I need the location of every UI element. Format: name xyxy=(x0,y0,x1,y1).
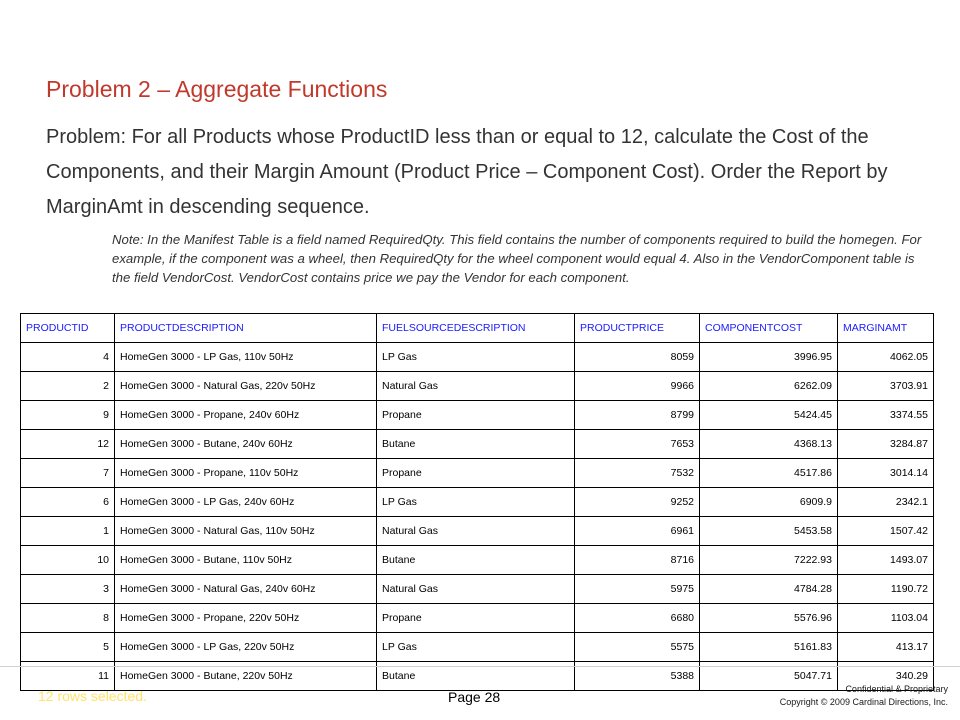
cell-fuelsourcedescription: Butane xyxy=(377,662,575,691)
cell-componentcost: 5453.58 xyxy=(700,517,838,546)
cell-productprice: 9966 xyxy=(575,372,700,401)
cell-componentcost: 6262.09 xyxy=(700,372,838,401)
table-row xyxy=(21,575,934,604)
cell-fuelsourcedescription: LP Gas xyxy=(377,343,575,372)
cell-fuelsourcedescription: Natural Gas xyxy=(377,575,575,604)
confidential-text: Confidential & Proprietary xyxy=(845,684,948,694)
cell-fuelsourcedescription: Propane xyxy=(377,604,575,633)
cell-fuelsourcedescription: Propane xyxy=(377,401,575,430)
results-table xyxy=(20,313,934,691)
cell-fuelsourcedescription: LP Gas xyxy=(377,633,575,662)
cell-fuelsourcedescription: Butane xyxy=(377,430,575,459)
slide-title: Problem 2 – Aggregate Functions xyxy=(46,76,388,102)
cell-productprice: 7532 xyxy=(575,459,700,488)
cell-componentcost: 3996.95 xyxy=(700,343,838,372)
header-productid: PRODUCTID xyxy=(21,314,115,343)
cell-productprice: 8716 xyxy=(575,546,700,575)
cell-componentcost: 4517.86 xyxy=(700,459,838,488)
header-marginamt: MARGINAMT xyxy=(838,314,934,343)
table-row xyxy=(21,401,934,430)
cell-componentcost: 7222.93 xyxy=(700,546,838,575)
cell-marginamt: 1190.72 xyxy=(838,575,934,604)
page-number: Page 28 xyxy=(448,689,501,705)
cell-productid: 10 xyxy=(21,546,115,575)
cell-productdescription: HomeGen 3000 - LP Gas, 110v 50Hz xyxy=(115,343,377,372)
cell-productdescription: HomeGen 3000 - Natural Gas, 220v 50Hz xyxy=(115,372,377,401)
header-productdescription: PRODUCTDESCRIPTION xyxy=(115,314,377,343)
problem-statement: Problem: For all Products whose ProductID less than or equal to 12, calculate the Cost of the Components, and their Margin Amount (Product Price – Component Cost). Order the Report by MarginAmt in descending sequence. xyxy=(46,126,888,218)
cell-fuelsourcedescription: Propane xyxy=(377,459,575,488)
cell-productdescription: HomeGen 3000 - Butane, 110v 50Hz xyxy=(115,546,377,575)
cell-productprice: 6680 xyxy=(575,604,700,633)
results-table-container xyxy=(20,313,934,691)
cell-productdescription: HomeGen 3000 - Propane, 240v 60Hz xyxy=(115,401,377,430)
cell-marginamt: 2342.1 xyxy=(838,488,934,517)
cell-marginamt: 3014.14 xyxy=(838,459,934,488)
cell-productdescription: HomeGen 3000 - Butane, 220v 50Hz xyxy=(115,662,377,691)
table-row xyxy=(21,343,934,372)
footer-divider xyxy=(0,666,960,667)
cell-productdescription: HomeGen 3000 - Natural Gas, 110v 50Hz xyxy=(115,517,377,546)
cell-productprice: 9252 xyxy=(575,488,700,517)
table-header-row xyxy=(21,314,934,343)
cell-componentcost: 5424.45 xyxy=(700,401,838,430)
cell-productdescription: HomeGen 3000 - Propane, 220v 50Hz xyxy=(115,604,377,633)
cell-productid: 3 xyxy=(21,575,115,604)
header-productprice: PRODUCTPRICE xyxy=(575,314,700,343)
table-row xyxy=(21,372,934,401)
cell-marginamt: 340.29 xyxy=(838,662,934,691)
cell-marginamt: 1493.07 xyxy=(838,546,934,575)
table-row xyxy=(21,488,934,517)
cell-productid: 5 xyxy=(21,633,115,662)
table-row xyxy=(21,633,934,662)
copyright-text: Copyright © 2009 Cardinal Directions, Inc. xyxy=(779,697,948,707)
cell-componentcost: 4368.13 xyxy=(700,430,838,459)
table-row xyxy=(21,430,934,459)
cell-fuelsourcedescription: Natural Gas xyxy=(377,372,575,401)
cell-productid: 9 xyxy=(21,401,115,430)
cell-productid: 11 xyxy=(21,662,115,691)
cell-marginamt: 3374.55 xyxy=(838,401,934,430)
cell-productid: 6 xyxy=(21,488,115,517)
cell-marginamt: 1103.04 xyxy=(838,604,934,633)
cell-productdescription: HomeGen 3000 - LP Gas, 240v 60Hz xyxy=(115,488,377,517)
cell-componentcost: 5047.71 xyxy=(700,662,838,691)
header-componentcost: COMPONENTCOST xyxy=(700,314,838,343)
cell-componentcost: 5161.83 xyxy=(700,633,838,662)
cell-fuelsourcedescription: LP Gas xyxy=(377,488,575,517)
table-row xyxy=(21,517,934,546)
cell-marginamt: 4062.05 xyxy=(838,343,934,372)
cell-productid: 2 xyxy=(21,372,115,401)
cell-productprice: 7653 xyxy=(575,430,700,459)
table-body xyxy=(21,343,934,691)
cell-marginamt: 3284.87 xyxy=(838,430,934,459)
table-row xyxy=(21,546,934,575)
cell-marginamt: 3703.91 xyxy=(838,372,934,401)
table-row xyxy=(21,459,934,488)
cell-productid: 4 xyxy=(21,343,115,372)
cell-marginamt: 1507.42 xyxy=(838,517,934,546)
cell-productid: 12 xyxy=(21,430,115,459)
note-text: Note: In the Manifest Table is a field named RequiredQty. This field contains the number of components required to build the homegen. For example, if the component was a wheel, then RequiredQty for the wheel component would equal 4. Also in the VendorComponent table is the field VendorCost. VendorCost contains price we pay the Vendor for each component. xyxy=(112,232,922,285)
cell-productid: 7 xyxy=(21,459,115,488)
cell-fuelsourcedescription: Butane xyxy=(377,546,575,575)
cell-productprice: 8799 xyxy=(575,401,700,430)
cell-productdescription: HomeGen 3000 - Butane, 240v 60Hz xyxy=(115,430,377,459)
cell-productprice: 5975 xyxy=(575,575,700,604)
cell-productid: 1 xyxy=(21,517,115,546)
cell-productid: 8 xyxy=(21,604,115,633)
table-row xyxy=(21,604,934,633)
cell-productprice: 8059 xyxy=(575,343,700,372)
cell-componentcost: 6909.9 xyxy=(700,488,838,517)
cell-componentcost: 4784.28 xyxy=(700,575,838,604)
cell-productdescription: HomeGen 3000 - LP Gas, 220v 50Hz xyxy=(115,633,377,662)
cell-fuelsourcedescription: Natural Gas xyxy=(377,517,575,546)
cell-productprice: 5388 xyxy=(575,662,700,691)
footer-legal xyxy=(780,683,948,709)
cell-productdescription: HomeGen 3000 - Propane, 110v 50Hz xyxy=(115,459,377,488)
cell-productprice: 5575 xyxy=(575,633,700,662)
cell-marginamt: 413.17 xyxy=(838,633,934,662)
header-fuelsourcedescription: FUELSOURCEDESCRIPTION xyxy=(377,314,575,343)
cell-productdescription: HomeGen 3000 - Natural Gas, 240v 60Hz xyxy=(115,575,377,604)
cell-productprice: 6961 xyxy=(575,517,700,546)
rows-selected-text: 12 rows selected. xyxy=(38,688,147,704)
cell-componentcost: 5576.96 xyxy=(700,604,838,633)
